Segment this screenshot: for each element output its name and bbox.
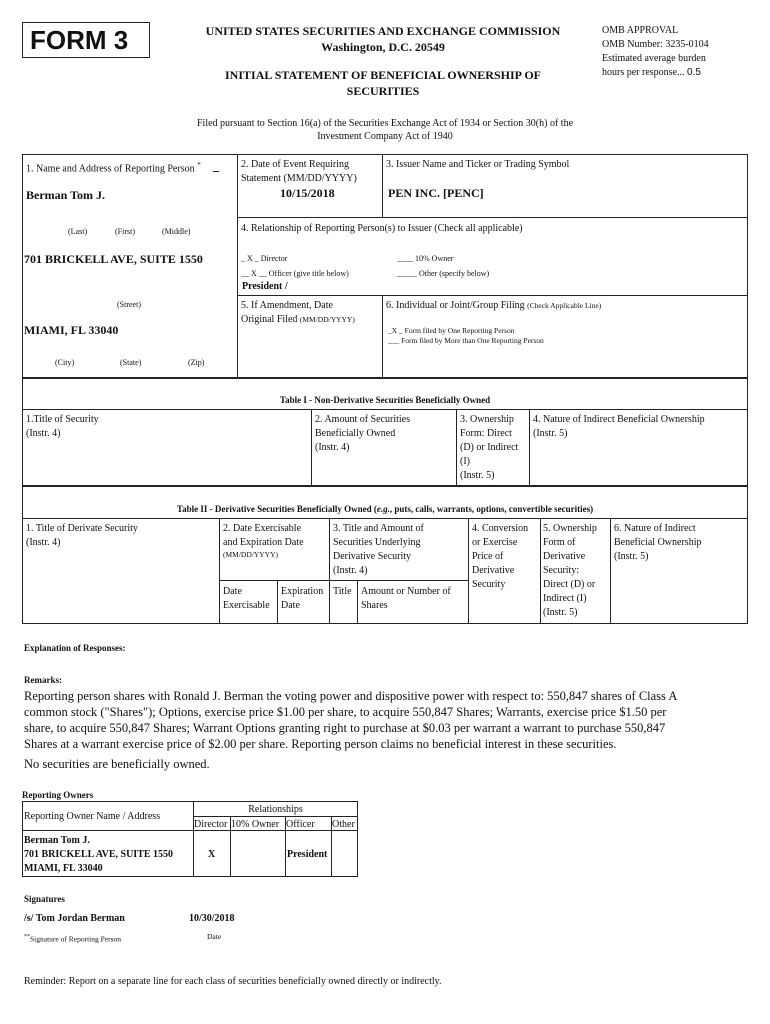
table1-col3-header	[460, 413, 518, 483]
table1-col3-line4: (I)	[460, 456, 470, 467]
owners-col-officer: Officer	[286, 819, 315, 830]
table2-col2a-header	[223, 585, 270, 613]
table2-col2-title: 2. Date Exercisable	[223, 523, 302, 534]
form-title-line1: INITIAL STATEMENT OF BENEFICIAL OWNERSHIP OF	[225, 68, 541, 82]
agency-name: UNITED STATES SECURITIES AND EXCHANGE COMMISSION	[205, 24, 561, 38]
filing-option-group[interactable]	[388, 336, 544, 346]
table2-col2-subtitle: and Expiration Date	[223, 537, 304, 548]
group-label: Form filed by More than One Reporting Person	[401, 336, 544, 345]
table1-col4-instr: (Instr. 5)	[533, 428, 568, 439]
table2-col4-line3: Price of	[472, 551, 504, 562]
box2-label-line2: Statement (MM/DD/YYYY)	[241, 173, 357, 184]
table2-col5-line4: Security:	[543, 565, 580, 576]
reporting-person-street[interactable]: 701 BRICKELL AVE, SUITE 1550	[24, 252, 203, 266]
omb-burden: Estimated average burden	[602, 53, 706, 64]
officer-label: Officer (give title below)	[268, 269, 349, 278]
table2-col2-format: (MM/DD/YYYY)	[223, 550, 278, 559]
table2-title-pre: Table II - Derivative Securities Beneficially Owned (	[176, 504, 377, 514]
explanation-label: Explanation of Responses:	[24, 643, 126, 653]
signature-caption-text: Signature of Reporting Person	[30, 934, 122, 944]
owner-row-address	[24, 834, 173, 876]
table1-col2-instr: (Instr. 4)	[315, 442, 350, 453]
table1-col1-title: 1.Title of Security	[26, 414, 99, 425]
table2-col5-line5: Direct (D) or	[543, 579, 596, 590]
table2-col1-instr: (Instr. 4)	[26, 537, 61, 548]
zip-caption: (Zip)	[188, 358, 205, 367]
table2-col3-subtitle2: Derivative Security	[333, 551, 412, 562]
table2-col5-line1: 5. Ownership	[543, 523, 597, 534]
owners-col-name: Reporting Owner Name / Address	[24, 811, 161, 822]
box3-label: 3. Issuer Name and Ticker or Trading Symbol	[386, 159, 570, 170]
table2-col3-title: 3. Title and Amount of	[333, 523, 424, 534]
box6-label-note: (Check Applicable Line)	[527, 301, 602, 310]
remarks-line2: common stock ("Shares"); Options, exercise price $1.00 per share, to acquire 550,847 Shares; Warrants, exercise price $1.50 per	[24, 705, 667, 719]
owners-col-other: Other	[332, 819, 355, 830]
reporting-person-city[interactable]: MIAMI, FL 33040	[24, 323, 119, 337]
name-middle-caption: (Middle)	[162, 227, 191, 236]
box5-label-line2	[241, 313, 355, 327]
date-caption: Date	[207, 932, 222, 941]
table2-expiration-line2: Date	[281, 600, 300, 611]
city-caption: (City)	[55, 358, 75, 367]
table2-col5-instr: (Instr. 5)	[543, 607, 578, 618]
reporting-person-name[interactable]: Berman Tom J.	[26, 188, 106, 202]
issuer-name-ticker[interactable]: PEN INC. [PENC]	[388, 186, 484, 200]
ten-percent-label: 10% Owner	[415, 254, 454, 263]
table2-col2b-header	[281, 585, 323, 613]
owner-name: Berman Tom J.	[24, 835, 90, 846]
box5-label-text: Original Filed	[241, 314, 298, 325]
table2-col2-header	[223, 522, 304, 560]
table1-col3-line3: (D) or Indirect	[460, 442, 519, 453]
table1-col2-header	[315, 413, 410, 455]
form-title-line2: SECURITIES	[346, 84, 420, 98]
table1-col4-header	[533, 413, 705, 441]
table2-col6-title: 6. Nature of Indirect	[614, 523, 696, 534]
table2-col3b-header	[361, 585, 451, 613]
signer-name: /s/ Tom Jordan Berman	[24, 913, 125, 924]
omb-number: OMB Number: 3235-0104	[602, 39, 709, 50]
signatures-label: Signatures	[24, 894, 65, 904]
state-caption: (State)	[120, 358, 142, 367]
table2-title	[22, 503, 748, 515]
owner-director-mark: X	[208, 849, 216, 860]
table2-col4-header	[472, 522, 528, 592]
ten-percent-checkmark: ____	[397, 254, 413, 263]
box5-label-line1: 5. If Amendment, Date	[241, 300, 333, 311]
form-label: FORM 3	[30, 25, 129, 55]
table2-col6-subtitle: Beneficial Ownership	[614, 537, 702, 548]
other-label: Other (specify below)	[419, 269, 490, 278]
table1-col3-line1: 3. Ownership	[460, 414, 514, 425]
table2-date-exercisable-line1: Date	[223, 586, 242, 597]
owners-col-relationships: Relationships	[248, 804, 303, 815]
table2-col5-line3: Derivative	[543, 551, 586, 562]
table1-col1-header	[26, 413, 99, 441]
signature-caption	[24, 932, 121, 945]
signature-mark: **	[24, 934, 30, 940]
director-checkmark: _ X _	[241, 254, 259, 263]
table1-col4-title: 4. Nature of Indirect Beneficial Ownership	[533, 414, 705, 425]
box4-label: 4. Relationship of Reporting Person(s) to Issuer (Check all applicable)	[241, 223, 523, 234]
filed-pursuant-line1: Filed pursuant to Section 16(a) of the Securities Exchange Act of 1934 or Section 30(h) of the	[196, 118, 574, 129]
other-checkmark: _____	[397, 269, 417, 278]
name-first-caption: (First)	[115, 227, 135, 236]
table2-col3-instr: (Instr. 4)	[333, 565, 368, 576]
table2-col5-line2: Form of	[543, 537, 576, 548]
reporting-owners-label: Reporting Owners	[22, 790, 94, 800]
street-caption: (Street)	[117, 300, 141, 309]
agency-city: Washington, D.C. 20549	[321, 40, 445, 54]
relationship-director[interactable]	[241, 253, 287, 264]
table2-col5-line6: Indirect (I)	[543, 593, 587, 604]
table2-amount-line1: Amount or Number of	[361, 586, 451, 597]
officer-title[interactable]: President /	[242, 281, 288, 292]
omb-hours	[602, 66, 762, 80]
filing-option-one-person[interactable]	[388, 326, 514, 336]
remarks-text	[24, 688, 750, 772]
table2-title-eg: e.g.	[376, 504, 390, 514]
table1-col3-line2: Form: Direct	[460, 428, 512, 439]
signature-date: 10/30/2018	[189, 913, 235, 924]
owner-city: MIAMI, FL 33040	[24, 863, 103, 874]
box1-asterisk: *	[197, 160, 201, 169]
table2-col3a-header: Title	[333, 586, 352, 597]
table2-col1-title: 1. Title of Derivate Security	[26, 523, 138, 534]
table2-col3-subtitle: Securities Underlying	[333, 537, 421, 548]
table1-col1-instr: (Instr. 4)	[26, 428, 61, 439]
table2-col5-header	[543, 522, 597, 620]
box1-label-text: 1. Name and Address of Reporting Person	[26, 163, 195, 175]
remarks-line3: share, to acquire 550,847 Shares; Warrant Options granting right to purchase at $0.03 per warrant a warrant to purchase 550,847	[24, 721, 666, 735]
relationship-officer[interactable]	[241, 268, 349, 279]
owner-street: 701 BRICKELL AVE, SUITE 1550	[24, 849, 174, 860]
table1-col2-title: 2. Amount of Securities	[315, 414, 410, 425]
table2-col1-header	[26, 522, 138, 550]
remarks-line1: Reporting person shares with Ronald J. Berman the voting power and dispositive power with respect to: 550,847 shares of Class A	[24, 689, 678, 703]
event-date[interactable]: 10/15/2018	[280, 186, 335, 200]
table2-col6-header	[614, 522, 701, 564]
omb-approval	[602, 24, 762, 80]
table2-col4-line1: 4. Conversion	[472, 523, 529, 534]
name-last-caption: (Last)	[68, 227, 88, 236]
officer-checkmark: __ X __	[241, 269, 267, 278]
one-person-checkmark: _X _	[388, 326, 403, 335]
box5-date-format: (MM/DD/YYYY)	[299, 315, 355, 324]
table1-title: Table I - Non-Derivative Securities Beneficially Owned	[279, 395, 491, 405]
remarks-no-securities: No securities are beneficially owned.	[24, 757, 210, 771]
relationship-other[interactable]	[397, 268, 489, 279]
table2-col4-line2: or Exercise	[472, 537, 518, 548]
table1-col2-subtitle: Beneficially Owned	[315, 428, 396, 439]
table2-amount-line2: Shares	[361, 600, 388, 611]
table2-col4-line4: Derivative	[472, 565, 515, 576]
filed-pursuant-line2: Investment Company Act of 1940	[317, 131, 453, 142]
box6-label	[386, 299, 601, 313]
owner-officer-title: President	[287, 849, 328, 860]
relationship-ten-percent[interactable]	[397, 253, 453, 264]
remarks-label: Remarks:	[24, 675, 62, 685]
table2-col3-header	[333, 522, 424, 578]
director-label: Director	[260, 254, 288, 263]
omb-hours-value: 0.5	[686, 67, 701, 78]
table2-title-post: , puts, calls, warrants, options, convertible securities)	[389, 504, 594, 514]
table2-col6-instr: (Instr. 5)	[614, 551, 649, 562]
omb-hours-label: hours per response...	[602, 67, 685, 78]
owners-col-director: Director	[194, 819, 228, 830]
table2-col4-line5: Security	[472, 579, 506, 590]
table2-expiration-line1: Expiration	[281, 586, 324, 597]
table2-date-exercisable-line2: Exercisable	[223, 600, 270, 611]
remarks-line4: Shares at a warrant exercise price of $2.00 per share. Reporting person claims no beneficial interest in these securities.	[24, 737, 617, 751]
one-person-label: Form filed by One Reporting Person	[404, 326, 515, 335]
box6-label-text: 6. Individual or Joint/Group Filing	[386, 300, 525, 311]
reminder-text: Reminder: Report on a separate line for each class of securities beneficially owned directly or indirectly.	[24, 976, 442, 987]
owners-col-ten-percent: 10% Owner	[231, 819, 280, 830]
box2-label-line1: 2. Date of Event Requiring	[241, 159, 350, 170]
form-label-box	[22, 22, 150, 58]
box1-label	[26, 160, 201, 176]
group-checkmark: ___	[388, 336, 400, 345]
omb-line1: OMB APPROVAL	[602, 25, 679, 36]
table1-col3-instr: (Instr. 5)	[460, 470, 495, 481]
